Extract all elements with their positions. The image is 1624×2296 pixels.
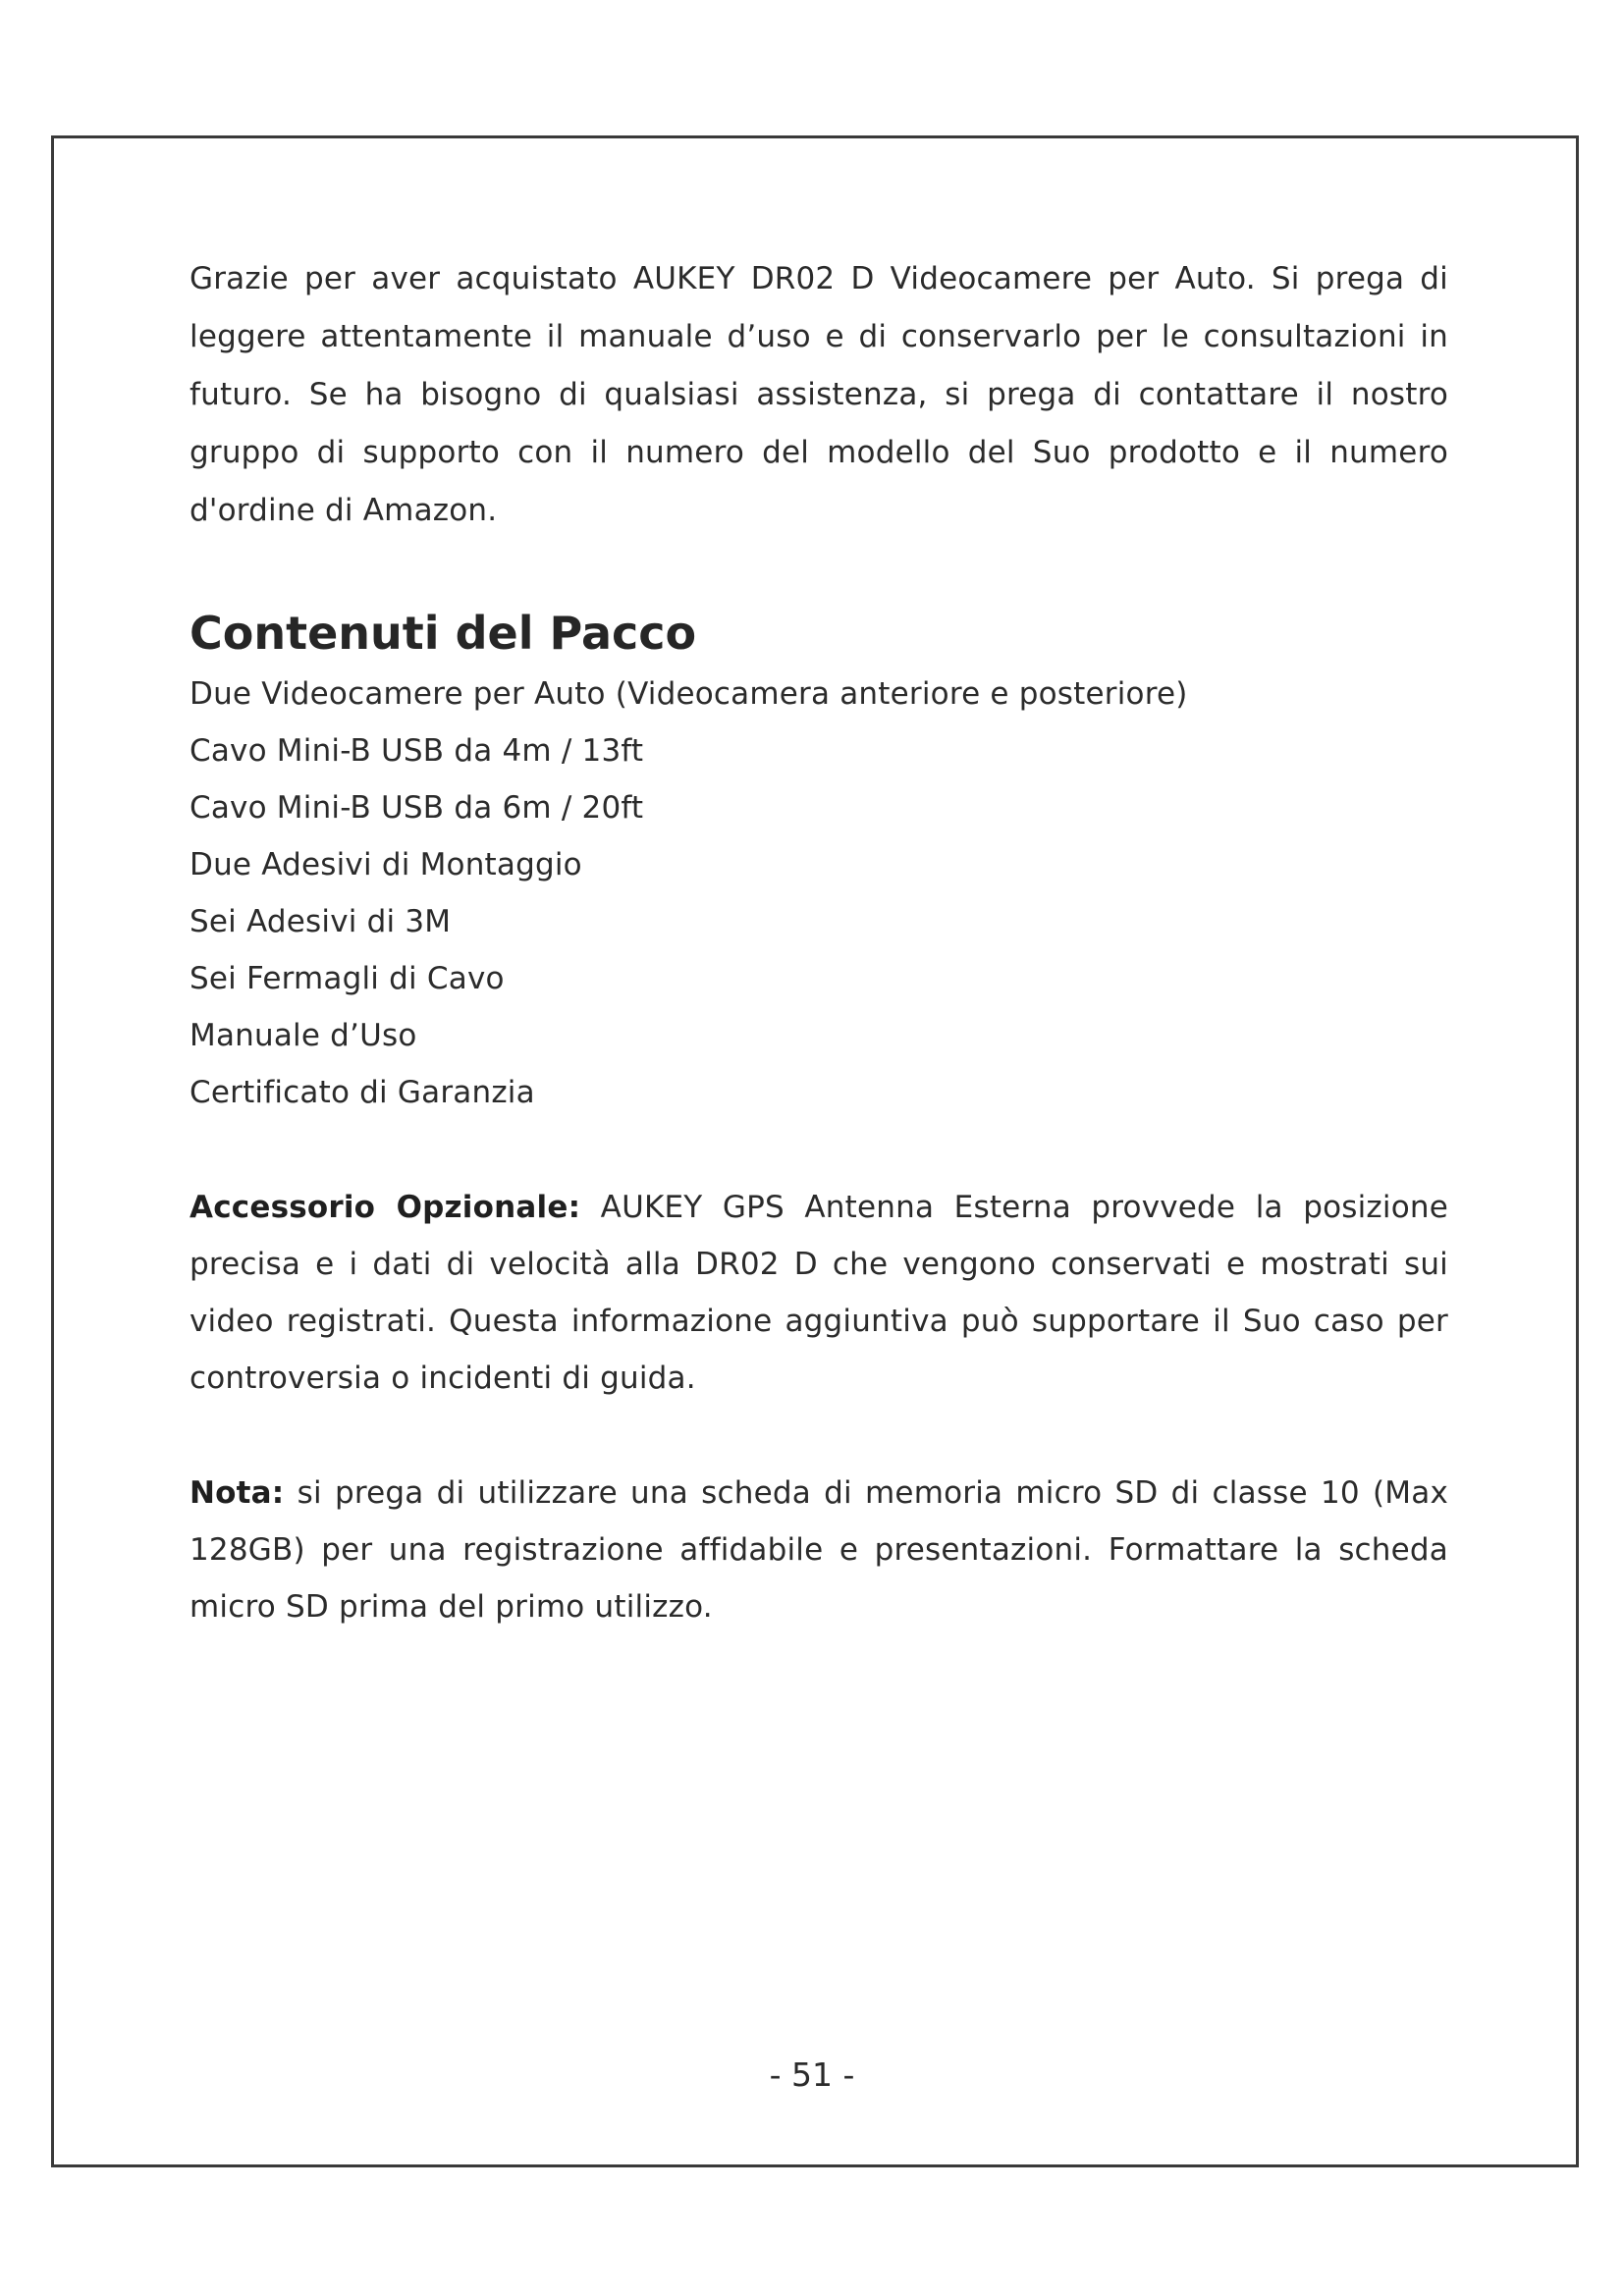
list-item: Certificato di Garanzia: [189, 1075, 535, 1110]
list-item: Cavo Mini-B USB da 4m / 13ft: [189, 733, 644, 769]
package-contents-list: [189, 666, 1448, 1121]
note-text: si prega di utilizzare una scheda di memoria micro SD di classe 10 (Max 128GB) per una registrazione affidabile e presentazioni. Formattare la scheda micro SD prima del primo utilizzo.: [189, 1475, 1448, 1625]
list-item: Due Videocamere per Auto (Videocamera anteriore e posteriore): [189, 676, 1188, 712]
page-content: [189, 250, 1448, 1635]
section-title-package-contents: Contenuti del Pacco: [189, 607, 697, 660]
list-item: Sei Adesivi di 3M: [189, 904, 452, 939]
optional-accessory-label: Accessorio Opzionale:: [189, 1190, 581, 1225]
optional-accessory-paragraph: [189, 1179, 1448, 1407]
optional-accessory-text: AUKEY GPS Antenna Esterna provvede la posizione precisa e i dati di velocità alla DR02 D che vengono conservati e mostrati sui video registrati. Questa informazione aggiuntiva può supportare il Suo caso per controversia o incidenti di guida.: [189, 1190, 1448, 1396]
list-item: Cavo Mini-B USB da 6m / 20ft: [189, 790, 644, 826]
page-number: - 51 -: [769, 2056, 855, 2094]
intro-paragraph: Grazie per aver acquistato AUKEY DR02 D Videocamere per Auto. Si prega di leggere attentamente il manuale d’uso e di conservarlo per le consultazioni in futuro. Se ha bisogno di qualsiasi assistenza, si prega di contattare il nostro gruppo di supporto con il numero del modello del Suo prodotto e il numero d'ordine di Amazon.: [189, 261, 1448, 528]
list-item: Sei Fermagli di Cavo: [189, 961, 505, 996]
note-label: Nota:: [189, 1475, 285, 1511]
list-item: Due Adesivi di Montaggio: [189, 847, 582, 882]
list-item: Manuale d’Uso: [189, 1018, 417, 1053]
note-paragraph: [189, 1465, 1448, 1635]
